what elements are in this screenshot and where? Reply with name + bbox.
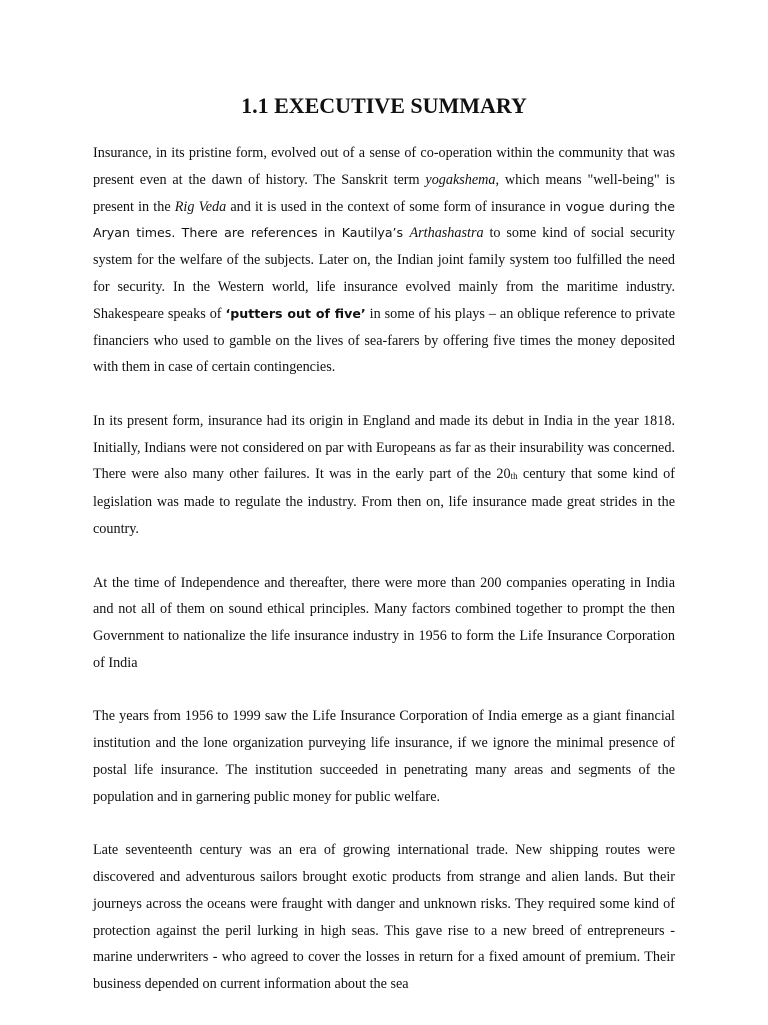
paragraph-independence: At the time of Independence and thereafter, there were more than 200 companies operating in India and not all of them on sound ethical principles. Many factors combined together to prompt the then Government to nationalize the life insurance industry in 1956 to form the Life Insurance Corporation of India [93,574,675,671]
p1-text-h: to some kind of social security system for the welfare of the subjects. Later on, the Indian joint family system too fulfilled the need for security. In the Western world, life insurance evolved mainly from the maritime industry. Shakespeare speaks of [93,225,675,322]
term-rig-veda: Rig Veda [174,198,227,215]
p2-text-b: century that some kind of legislation was made to regulate the industry. From then on, life insurance made great strides in the country. [93,466,675,538]
document-page [93,92,675,1025]
p1-text-c: , which means "well-being" is present in the [93,171,675,215]
paragraph-lic-era: The years from 1956 to 1999 saw the Life Insurance Corporation of India emerge as a giant financial institution and the lone organization purveying life insurance, if we ignore the minimal presence of postal life insurance. The institution succeeded in penetrating many areas and segments of the population and in garnering public money for public welfare. [93,708,675,805]
section-title: 1.1 EXECUTIVE SUMMARY [241,93,527,118]
p2-superscript: th [510,471,518,482]
p1-text-j: in some of his plays – an oblique reference to private financiers who used to gamble on the lives of sea-farers by offering five times the money deposited with them in case of certain contingencies. [93,305,675,376]
p1-text-f: in vogue during the Aryan times. There are references in Kautilya’s [93,198,675,241]
paragraph-marine-trade: Late seventeenth century was an era of growing international trade. New shipping routes were discovered and adventurous sailors brought exotic products from strange and alien lands. But their journeys across the oceans were fraught with danger and unknown risks. They required some kind of protection against the peril lurking in high seas. This gave rise to a new breed of entrepreneurs - marine underwriters - who agreed to cover the losses in return for a fixed amount of premium. Their business depended on current information about the sea [93,842,675,993]
term-putters-out-of-five: ‘putters out of five’ [225,305,366,321]
paragraph-history-india [93,408,675,543]
p1-text-e: and it is used in the context of some form of insurance [226,198,550,215]
p2-text-a: In its present form, insurance had its origin in England and made its debut in India in the year 1818. Initially, Indians were not considered on par with Europeans as far as their insurability was concerned. There were also many other failures. It was in the early part of the 20 [93,412,675,483]
paragraph-origins [93,140,675,381]
term-yogakshema: yogakshema [425,171,496,188]
p1-text-a: Insurance, in its pristine form, evolved out of a sense of co-operation within the community that was present even at the dawn of history. The Sanskrit term [93,145,675,188]
term-arthashastra: Arthashastra [409,225,484,242]
